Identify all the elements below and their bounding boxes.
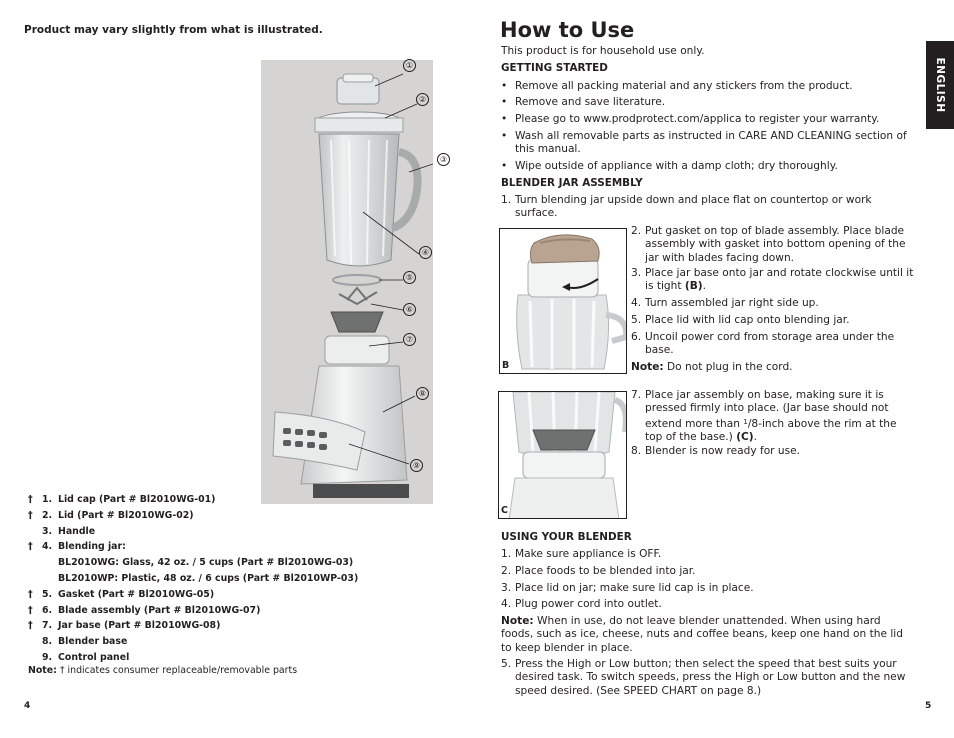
gasket-shape: [333, 275, 381, 285]
replaceable-parts-note: Note: † indicates consumer replaceable/removable parts: [28, 665, 298, 676]
parts-list-item: † 2. Lid (Part # Bl2010WG-02): [28, 509, 194, 521]
jar-assembly-step-7: 7. Place jar assembly on base, making sure it is pressed firmly into place. (Jar base should not extend more than $^1$/8-inch above the rim at the top of the base.) (C).: [631, 389, 897, 444]
jar-assembly-step-2: 2. Put gasket on top of blade assembly. Place blade assembly with gasket into bottom opening of the jar with blades facing down.: [631, 225, 906, 264]
photo-c-label: C: [501, 505, 508, 516]
callout-3: ③: [437, 153, 450, 166]
photo-b-label: B: [502, 360, 510, 371]
callout-6: ⑥: [403, 303, 416, 316]
getting-started-bullet: • Wash all removable parts as instructed in CARE AND CLEANING section of this manual.: [501, 130, 915, 157]
parts-list-item: † 1. Lid cap (Part # Bl2010WG-01): [28, 494, 216, 505]
parts-list-subitem: BL2010WG: Glass, 42 oz. / 5 cups (Part # Bl2010WG-03): [58, 557, 354, 569]
parts-list-item: † 7. Jar base (Part # Bl2010WG-08): [28, 620, 221, 632]
using-step-3: 3. Place lid on jar; make sure lid cap is in place.: [501, 582, 754, 594]
callout-9: ⑨: [410, 459, 423, 472]
getting-started-bullet: • Remove and save literature.: [501, 96, 915, 109]
using-heading: USING YOUR BLENDER: [501, 531, 632, 543]
photo-b-jar-base-rotation: [499, 228, 627, 374]
parts-list: [26, 492, 446, 666]
callout-4: ④: [419, 246, 432, 259]
getting-started-bullet: • Wipe outside of appliance with a damp cloth; dry thoroughly.: [501, 160, 915, 173]
page-number-left: 4: [24, 701, 31, 711]
using-step-2: 2. Place foods to be blended into jar.: [501, 565, 696, 577]
photo-c-jar-on-base: [498, 391, 627, 519]
page-title: How to Use: [500, 18, 635, 42]
parts-list-item: 3. Handle: [42, 525, 96, 537]
intro-text: This product is for household use only.: [501, 45, 705, 57]
language-tab-label: ENGLISH: [934, 57, 946, 113]
parts-list-item: 9. Control panel: [42, 651, 130, 663]
jar-assembly-step-4: 4. Turn assembled jar right side up.: [631, 297, 819, 309]
parts-list-item: † 6. Blade assembly (Part # Bl2010WG-07): [28, 604, 261, 616]
illustration-notice: Product may vary slightly from what is illustrated.: [24, 24, 323, 36]
parts-list-item: † 5. Gasket (Part # Bl2010WG-05): [28, 588, 215, 600]
parts-list-item: † 4. Blending jar:: [28, 541, 126, 553]
jar-base-shape: [325, 336, 389, 364]
using-step-5: 5. Press the High or Low button; then select the speed that best suits your desired task. To switch speeds, press the High or Low button and the new speed desired. (See SPEED CHART on page 8.): [501, 658, 906, 697]
unattended-note: Note: When in use, do not leave blender unattended. When using hard foods, such as ice, cheese, nuts and coffee beans, keep one hand on the lid to keep blender in place.: [501, 615, 903, 654]
jar-assembly-step-8: 8. Blender is now ready for use.: [631, 445, 801, 457]
getting-started-bullet: • Remove all packing material and any stickers from the product.: [501, 80, 915, 93]
callout-2: ②: [416, 93, 429, 106]
callout-5: ⑤: [403, 271, 416, 284]
getting-started-bullet: • Please go to www.prodprotect.com/applica to register your warranty.: [501, 113, 915, 126]
parts-list-item: 8. Blender base: [42, 636, 128, 648]
parts-list-subitem: BL2010WP: Plastic, 48 oz. / 6 cups (Part # Bl2010WP-03): [58, 572, 359, 584]
jar-assembly-step-3: 3. Place jar base onto jar and rotate clockwise until it is tight (B).: [631, 267, 914, 293]
using-step-1: 1. Make sure appliance is OFF.: [501, 548, 662, 560]
using-step-4: 4. Plug power cord into outlet.: [501, 598, 662, 610]
cord-note: Note: Do not plug in the cord.: [631, 361, 793, 373]
language-tab: [926, 41, 954, 129]
callout-1: ①: [403, 59, 416, 72]
blade-assembly-shape: [331, 312, 383, 332]
jar-assembly-step-5: 5. Place lid with lid cap onto blending jar.: [631, 314, 850, 326]
jar-assembly-heading: BLENDER JAR ASSEMBLY: [501, 177, 643, 189]
getting-started-heading: GETTING STARTED: [501, 62, 608, 74]
callout-7: ⑦: [403, 333, 416, 346]
callout-8: ⑧: [416, 387, 429, 400]
page-number-right: 5: [925, 701, 932, 711]
jar-assembly-step-1: 1. Turn blending jar upside down and place flat on countertop or work surface.: [501, 194, 872, 220]
jar-assembly-step-6: 6. Uncoil power cord from storage area under the base.: [631, 331, 895, 357]
